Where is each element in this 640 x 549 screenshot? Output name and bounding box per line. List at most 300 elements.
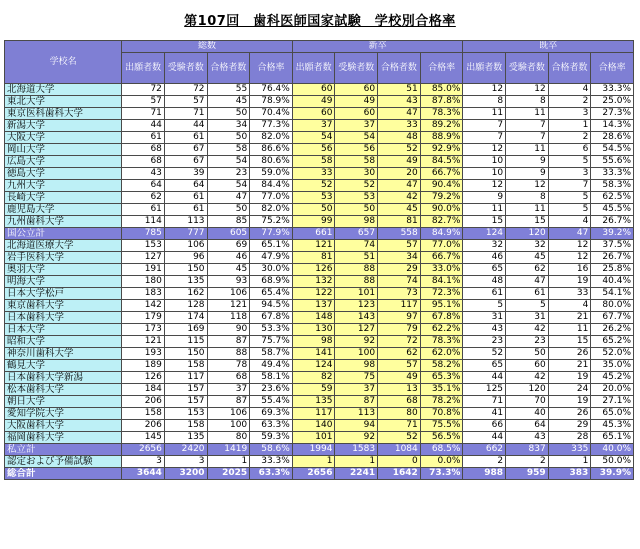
cell-value: 98: [335, 360, 378, 372]
cell-value: 94: [335, 420, 378, 432]
header-col: 出願者数: [292, 53, 335, 84]
cell-value: 11: [506, 144, 549, 156]
cell-value: 1: [207, 456, 250, 468]
cell-value: 74: [378, 276, 421, 288]
cell-value: 40.0%: [591, 444, 634, 456]
header-school: 学校名: [5, 41, 122, 84]
cell-value: 8: [506, 96, 549, 108]
cell-value: 7: [463, 120, 506, 132]
cell-value: 92: [335, 432, 378, 444]
cell-value: 48: [463, 276, 506, 288]
school-name: 九州歯科大学: [5, 216, 122, 228]
cell-value: 44: [122, 120, 165, 132]
cell-value: 2: [548, 96, 591, 108]
cell-value: 68: [122, 156, 165, 168]
cell-value: 605: [207, 228, 250, 240]
cell-value: 959: [506, 468, 549, 480]
school-name: 長崎大学: [5, 192, 122, 204]
cell-value: 123: [335, 300, 378, 312]
table-row: [5, 336, 634, 348]
cell-value: 1: [548, 120, 591, 132]
cell-value: 7: [463, 132, 506, 144]
cell-value: 57: [378, 360, 421, 372]
cell-value: 10: [463, 168, 506, 180]
cell-value: 9: [463, 192, 506, 204]
cell-value: 122: [292, 288, 335, 300]
cell-value: 80: [207, 432, 250, 444]
cell-value: 82.0%: [250, 132, 293, 144]
cell-value: 2420: [164, 444, 207, 456]
cell-value: 8: [463, 96, 506, 108]
cell-value: 61: [122, 132, 165, 144]
school-name: 昭和大学: [5, 336, 122, 348]
cell-value: 1: [335, 456, 378, 468]
cell-value: 135: [292, 396, 335, 408]
cell-value: 100: [335, 348, 378, 360]
cell-value: 55.4%: [250, 396, 293, 408]
school-name: 広島大学: [5, 156, 122, 168]
cell-value: 78.9%: [250, 96, 293, 108]
cell-value: 115: [164, 336, 207, 348]
cell-value: 77.0%: [420, 240, 463, 252]
cell-value: 67.7%: [591, 312, 634, 324]
cell-value: 71: [122, 108, 165, 120]
cell-value: 79.2%: [420, 192, 463, 204]
cell-value: 62: [378, 348, 421, 360]
cell-value: 158: [122, 408, 165, 420]
cell-value: 2656: [292, 468, 335, 480]
cell-value: 37: [335, 384, 378, 396]
cell-value: 94.5%: [250, 300, 293, 312]
cell-value: 51: [335, 252, 378, 264]
cell-value: 45.3%: [591, 420, 634, 432]
table-row: [5, 312, 634, 324]
cell-value: 32: [463, 240, 506, 252]
cell-value: 47: [378, 108, 421, 120]
cell-value: 87.8%: [420, 96, 463, 108]
cell-value: 11: [548, 324, 591, 336]
cell-value: 50: [207, 132, 250, 144]
cell-value: 67.8%: [420, 312, 463, 324]
cell-value: 52: [378, 432, 421, 444]
cell-value: 72: [164, 84, 207, 96]
cell-value: 68: [122, 144, 165, 156]
cell-value: 65.4%: [250, 288, 293, 300]
cell-value: 62.2%: [420, 324, 463, 336]
cell-value: 72.3%: [420, 288, 463, 300]
cell-value: 67: [164, 156, 207, 168]
cell-value: 2241: [335, 468, 378, 480]
cell-value: 128: [164, 300, 207, 312]
cell-value: 117: [378, 300, 421, 312]
table-row: [5, 132, 634, 144]
table-row: [5, 156, 634, 168]
school-name: 岩手医科大学: [5, 252, 122, 264]
table-row: [5, 288, 634, 300]
school-name: 東京歯科大学: [5, 300, 122, 312]
cell-value: 87: [207, 336, 250, 348]
cell-value: 68: [378, 396, 421, 408]
cell-value: 26.7%: [591, 252, 634, 264]
cell-value: 99: [292, 216, 335, 228]
table-row: [5, 408, 634, 420]
table-row: [5, 144, 634, 156]
table-row: [5, 96, 634, 108]
cell-value: 29: [378, 264, 421, 276]
cell-value: 19: [548, 276, 591, 288]
cell-value: 37.5%: [591, 240, 634, 252]
cell-value: 1: [548, 456, 591, 468]
cell-value: 70.4%: [250, 108, 293, 120]
cell-value: 142: [122, 300, 165, 312]
cell-value: 150: [164, 264, 207, 276]
cell-value: 157: [164, 384, 207, 396]
table-row: [5, 420, 634, 432]
school-name: 東北大学: [5, 96, 122, 108]
cell-value: 153: [122, 240, 165, 252]
cell-value: 3: [548, 168, 591, 180]
cell-value: 80: [378, 408, 421, 420]
cell-value: 206: [122, 396, 165, 408]
cell-value: 117: [292, 408, 335, 420]
cell-value: 32: [506, 240, 549, 252]
cell-value: 52.0%: [591, 348, 634, 360]
cell-value: 70: [506, 396, 549, 408]
cell-value: 127: [122, 252, 165, 264]
cell-value: 150: [164, 348, 207, 360]
cell-value: 10: [463, 156, 506, 168]
cell-value: 81: [378, 216, 421, 228]
cell-value: 121: [292, 240, 335, 252]
cell-value: 72: [122, 84, 165, 96]
cell-value: 78.2%: [420, 396, 463, 408]
cell-value: 73.3%: [420, 468, 463, 480]
cell-value: 28: [548, 432, 591, 444]
cell-value: 39.2%: [591, 228, 634, 240]
cell-value: 126: [292, 264, 335, 276]
cell-value: 89.2%: [420, 120, 463, 132]
cell-value: 44: [463, 432, 506, 444]
cell-value: 85: [207, 216, 250, 228]
cell-value: 23.6%: [250, 384, 293, 396]
cell-value: 101: [292, 432, 335, 444]
school-name: 東京医科歯科大学: [5, 108, 122, 120]
cell-value: 98: [335, 216, 378, 228]
cell-value: 124: [463, 228, 506, 240]
cell-value: 1642: [378, 468, 421, 480]
cell-value: 98: [292, 336, 335, 348]
cell-value: 33: [292, 168, 335, 180]
cell-value: 77.3%: [250, 120, 293, 132]
cell-value: 100: [207, 420, 250, 432]
header-col: 合格率: [420, 53, 463, 84]
cell-value: 82.0%: [250, 204, 293, 216]
cell-value: 777: [164, 228, 207, 240]
cell-value: 19: [548, 396, 591, 408]
cell-value: 49: [378, 372, 421, 384]
cell-value: 59.3%: [250, 432, 293, 444]
cell-value: 69: [207, 240, 250, 252]
cell-value: 61: [122, 204, 165, 216]
cell-value: 65.1%: [250, 240, 293, 252]
cell-value: 56: [292, 144, 335, 156]
header-col: 合格者数: [548, 53, 591, 84]
cell-value: 54.1%: [591, 288, 634, 300]
cell-value: 101: [335, 288, 378, 300]
cell-value: 23: [207, 168, 250, 180]
school-name: 認定および予備試験: [5, 456, 122, 468]
cell-value: 7: [506, 120, 549, 132]
cell-value: 37: [335, 120, 378, 132]
cell-value: 15: [548, 336, 591, 348]
cell-value: 5: [506, 300, 549, 312]
cell-value: 75: [335, 372, 378, 384]
cell-value: 30.0%: [250, 264, 293, 276]
cell-value: 3: [548, 108, 591, 120]
cell-value: 95.1%: [420, 300, 463, 312]
cell-value: 77.0%: [250, 192, 293, 204]
cell-value: 5: [548, 156, 591, 168]
school-name: 奥羽大学: [5, 264, 122, 276]
cell-value: 55.6%: [591, 156, 634, 168]
cell-value: 13: [378, 384, 421, 396]
cell-value: 61: [506, 288, 549, 300]
cell-value: 23: [506, 336, 549, 348]
cell-value: 558: [378, 228, 421, 240]
school-name: 国公立計: [5, 228, 122, 240]
cell-value: 65.0%: [591, 408, 634, 420]
header-col: 合格率: [591, 53, 634, 84]
cell-value: 42: [506, 372, 549, 384]
cell-value: 61: [164, 192, 207, 204]
cell-value: 35.1%: [420, 384, 463, 396]
cell-value: 65.1%: [591, 432, 634, 444]
cell-value: 137: [292, 300, 335, 312]
cell-value: 62.5%: [591, 192, 634, 204]
table-row: [5, 360, 634, 372]
cell-value: 118: [207, 312, 250, 324]
cell-value: 657: [335, 228, 378, 240]
cell-value: 52: [463, 348, 506, 360]
cell-value: 3644: [122, 468, 165, 480]
cell-value: 130: [292, 324, 335, 336]
cell-value: 2656: [122, 444, 165, 456]
cell-value: 40: [506, 408, 549, 420]
school-name: 神奈川歯科大学: [5, 348, 122, 360]
page-title: 第107回 歯科医師国家試験 学校別合格率: [184, 14, 456, 29]
cell-value: 23: [463, 336, 506, 348]
cell-value: 62: [506, 264, 549, 276]
cell-value: 24: [548, 384, 591, 396]
table-row: [5, 192, 634, 204]
table-row: [5, 264, 634, 276]
cell-value: 143: [335, 312, 378, 324]
cell-value: 145: [122, 432, 165, 444]
cell-value: 59.0%: [250, 168, 293, 180]
cell-value: 39: [164, 168, 207, 180]
cell-value: 206: [122, 420, 165, 432]
cell-value: 50: [506, 348, 549, 360]
summary-row: [5, 228, 634, 240]
cell-value: 92.9%: [420, 144, 463, 156]
cell-value: 113: [164, 216, 207, 228]
cell-value: 16: [548, 264, 591, 276]
cell-value: 15: [506, 216, 549, 228]
cell-value: 2025: [207, 468, 250, 480]
cell-value: 79: [378, 324, 421, 336]
cell-value: 120: [506, 228, 549, 240]
cell-value: 135: [164, 432, 207, 444]
cell-value: 54: [292, 132, 335, 144]
cell-value: 58.1%: [250, 372, 293, 384]
cell-value: 11: [506, 108, 549, 120]
cell-value: 114: [122, 216, 165, 228]
cell-value: 9: [506, 156, 549, 168]
cell-value: 26.2%: [591, 324, 634, 336]
cell-value: 158: [164, 360, 207, 372]
cell-value: 76.4%: [250, 84, 293, 96]
cell-value: 12: [463, 180, 506, 192]
cell-value: 113: [335, 408, 378, 420]
cell-value: 45.2%: [591, 372, 634, 384]
cell-value: 141: [292, 348, 335, 360]
cell-value: 49: [335, 96, 378, 108]
cell-value: 63.3%: [250, 420, 293, 432]
cell-value: 80.6%: [250, 156, 293, 168]
cell-value: 12: [548, 240, 591, 252]
cell-value: 2: [548, 132, 591, 144]
cell-value: 52: [378, 144, 421, 156]
header-col: 受験者数: [335, 53, 378, 84]
cell-value: 26.7%: [591, 216, 634, 228]
cell-value: 9: [506, 168, 549, 180]
cell-value: 183: [122, 288, 165, 300]
cell-value: 61: [463, 288, 506, 300]
cell-value: 45: [378, 204, 421, 216]
cell-value: 121: [122, 336, 165, 348]
cell-value: 20.0%: [591, 384, 634, 396]
cell-value: 84.5%: [420, 156, 463, 168]
cell-value: 75.7%: [250, 336, 293, 348]
school-name: 愛知学院大学: [5, 408, 122, 420]
cell-value: 125: [463, 384, 506, 396]
cell-value: 65: [463, 264, 506, 276]
cell-value: 11: [463, 204, 506, 216]
table-row: [5, 252, 634, 264]
cell-value: 50: [292, 204, 335, 216]
cell-value: 43: [463, 324, 506, 336]
cell-value: 31: [463, 312, 506, 324]
cell-value: 335: [548, 444, 591, 456]
cell-value: 65.2%: [591, 336, 634, 348]
cell-value: 66.7%: [420, 168, 463, 180]
cell-value: 58: [207, 144, 250, 156]
cell-value: 42: [506, 324, 549, 336]
school-name: 朝日大学: [5, 396, 122, 408]
cell-value: 88: [335, 276, 378, 288]
cell-value: 75.2%: [250, 216, 293, 228]
school-name: 日本大学: [5, 324, 122, 336]
cell-value: 120: [506, 384, 549, 396]
school-name: 岡山大学: [5, 144, 122, 156]
cell-value: 60: [506, 360, 549, 372]
table-row: [5, 120, 634, 132]
school-name: 新潟大学: [5, 120, 122, 132]
cell-value: 68.5%: [420, 444, 463, 456]
cell-value: 66: [463, 420, 506, 432]
cell-value: 65.3%: [420, 372, 463, 384]
cell-value: 84.4%: [250, 180, 293, 192]
cell-value: 140: [292, 420, 335, 432]
cell-value: 2: [506, 456, 549, 468]
table-row: [5, 276, 634, 288]
cell-value: 837: [506, 444, 549, 456]
cell-value: 50.0%: [591, 456, 634, 468]
cell-value: 67.8%: [250, 312, 293, 324]
cell-value: 34: [378, 252, 421, 264]
cell-value: 57: [164, 96, 207, 108]
cell-value: 61: [164, 132, 207, 144]
header-group-new: 新卒: [292, 41, 463, 53]
cell-value: 14.3%: [591, 120, 634, 132]
cell-value: 106: [207, 408, 250, 420]
cell-value: 25.8%: [591, 264, 634, 276]
cell-value: 162: [164, 288, 207, 300]
cell-value: 53: [335, 192, 378, 204]
cell-value: 11: [506, 204, 549, 216]
cell-value: 49: [378, 156, 421, 168]
cell-value: 3: [122, 456, 165, 468]
cell-value: 662: [463, 444, 506, 456]
cell-value: 3200: [164, 468, 207, 480]
cell-value: 90.0%: [420, 204, 463, 216]
cell-value: 42: [378, 192, 421, 204]
cell-value: 106: [207, 288, 250, 300]
cell-value: 124: [292, 360, 335, 372]
results-table: [4, 40, 634, 480]
table-row: [5, 108, 634, 120]
cell-value: 64: [122, 180, 165, 192]
cell-value: 157: [164, 396, 207, 408]
cell-value: 4: [548, 216, 591, 228]
cell-value: 158: [164, 420, 207, 432]
cell-value: 78: [207, 360, 250, 372]
cell-value: 33.0%: [420, 264, 463, 276]
cell-value: 21: [548, 312, 591, 324]
cell-value: 45.5%: [591, 204, 634, 216]
cell-value: 88.9%: [420, 132, 463, 144]
cell-value: 56.5%: [420, 432, 463, 444]
cell-value: 29: [548, 420, 591, 432]
cell-value: 59: [292, 384, 335, 396]
cell-value: 90.4%: [420, 180, 463, 192]
table-row: [5, 180, 634, 192]
cell-value: 88: [207, 348, 250, 360]
cell-value: 53: [292, 192, 335, 204]
school-name: 日本歯科大学: [5, 312, 122, 324]
cell-value: 64: [164, 180, 207, 192]
school-name: 明海大学: [5, 276, 122, 288]
cell-value: 180: [122, 276, 165, 288]
cell-value: 988: [463, 468, 506, 480]
cell-value: 27.3%: [591, 108, 634, 120]
cell-value: 78.3%: [420, 336, 463, 348]
cell-value: 117: [164, 372, 207, 384]
cell-value: 60: [335, 108, 378, 120]
school-name: 大阪歯科大学: [5, 420, 122, 432]
cell-value: 43: [122, 168, 165, 180]
cell-value: 169: [164, 324, 207, 336]
